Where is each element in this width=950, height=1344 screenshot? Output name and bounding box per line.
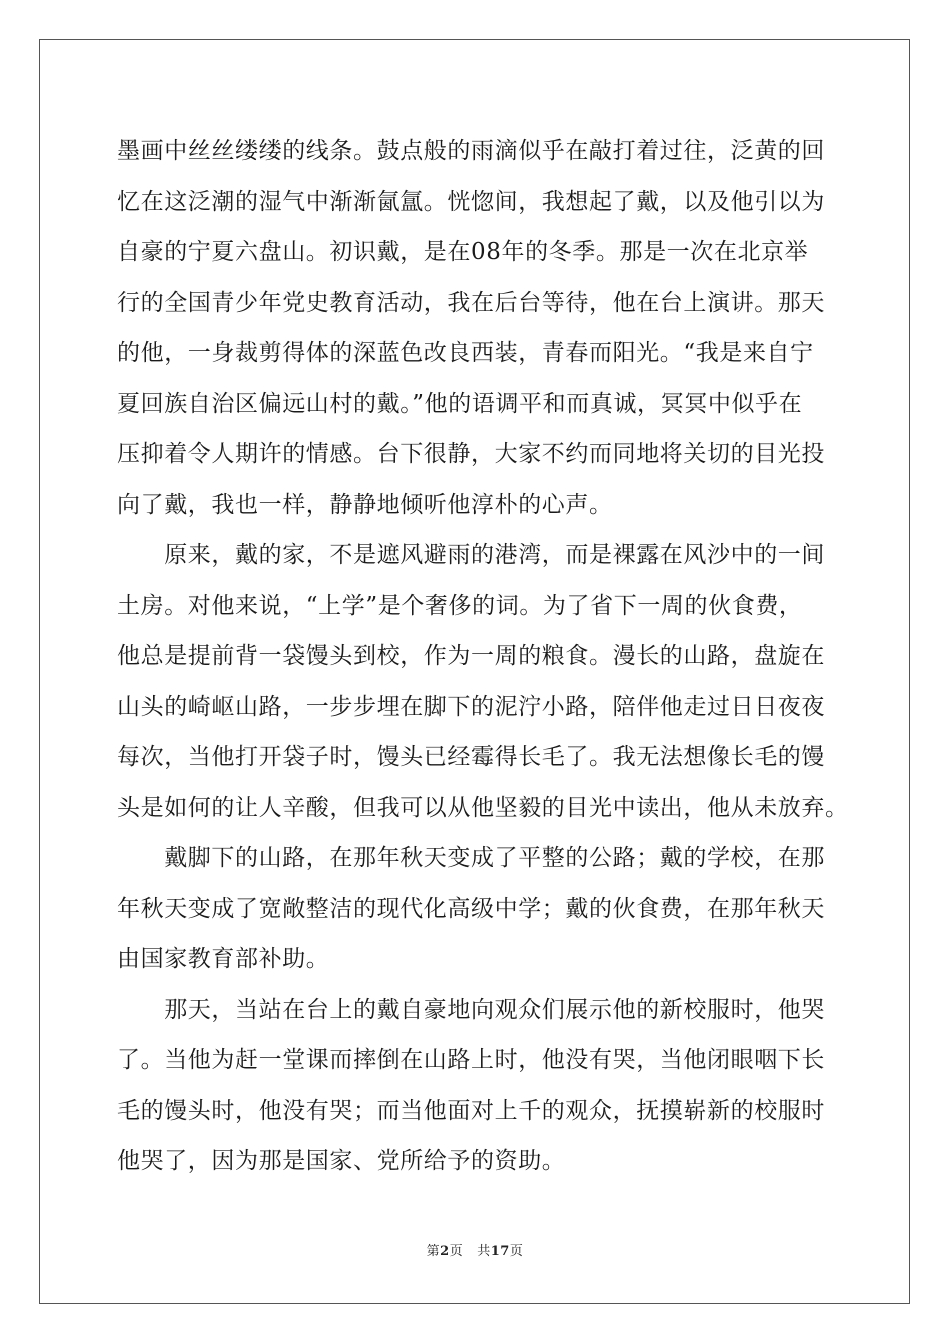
page-prefix: 第	[426, 1244, 441, 1259]
page-number: 2	[440, 1244, 450, 1259]
text-line: 压抑着令人期许的情感。台下很静，大家不约而同地将关切的目光投	[117, 441, 825, 467]
total-pages: 17	[490, 1244, 510, 1259]
text-line: 山头的崎岖山路，一步步埋在脚下的泥泞小路，陪伴他走过日日夜夜	[117, 693, 825, 720]
text-line: 他总是提前背一袋馒头到校，作为一周的粮食。漫长的山路，盘旋在	[117, 643, 825, 669]
text-line: 向了戴，我也一样，静静地倾听他淳朴的心声。	[117, 491, 613, 518]
text-line: 头是如何的让人辛酸，但我可以从他坚毅的目光中读出，他从未放弃。	[117, 794, 849, 821]
text-line: 夏回族自治区偏远山村的戴。”他的语调平和而真诚，冥冥中似乎在	[117, 390, 803, 417]
text-line: 原来，戴的家，不是遮风避雨的港湾，而是裸露在风沙中的一间	[117, 542, 825, 568]
text-line: 忆在这泛潮的湿气中渐渐氤氲。恍惚间，我想起了戴，以及他引以为	[117, 188, 825, 215]
text-line: 行的全国青少年党史教育活动，我在后台等待，他在台上演讲。那天	[117, 289, 825, 316]
page-footer	[0, 1240, 950, 1259]
text-line: 每次，当他打开袋子时，馒头已经霉得长毛了。我无法想像长毛的馒	[117, 744, 825, 770]
total-suffix: 页	[509, 1244, 524, 1259]
text-line: 土房。对他来说，“上学”是个奢侈的词。为了省下一周的伙食费，	[117, 592, 803, 619]
text-line: 戴脚下的山路，在那年秋天变成了平整的公路；戴的学校，在那	[117, 845, 825, 871]
page-suffix: 页	[449, 1244, 464, 1259]
text-line: 毛的馒头时，他没有哭；而当他面对上千的观众，抚摸崭新的校服时	[117, 1097, 825, 1124]
text-line: 年秋天变成了宽敞整洁的现代化高级中学；戴的伙食费，在那年秋天	[117, 895, 825, 922]
text-line: 了。当他为赶一堂课而摔倒在山路上时，他没有哭，当他闭眼咽下长	[117, 1047, 825, 1073]
text-line: 墨画中丝丝缕缕的线条。鼓点般的雨滴似乎在敲打着过往，泛黄的回	[117, 138, 825, 164]
text-line: 那天，当站在台上的戴自豪地向观众们展示他的新校服时，他哭	[117, 996, 825, 1023]
total-prefix: 共	[477, 1244, 491, 1259]
text-line: 的他，一身裁剪得体的深蓝色改良西装，青春而阳光。“我是来自宁	[117, 340, 814, 366]
text-line: 自豪的宁夏六盘山。初识戴，是在08年的冬季。那是一次在北京举	[117, 239, 809, 265]
text-line: 由国家教育部补助。	[117, 946, 330, 972]
document-body	[117, 126, 849, 1187]
text-line: 他哭了，因为那是国家、党所给予的资助。	[117, 1148, 566, 1174]
